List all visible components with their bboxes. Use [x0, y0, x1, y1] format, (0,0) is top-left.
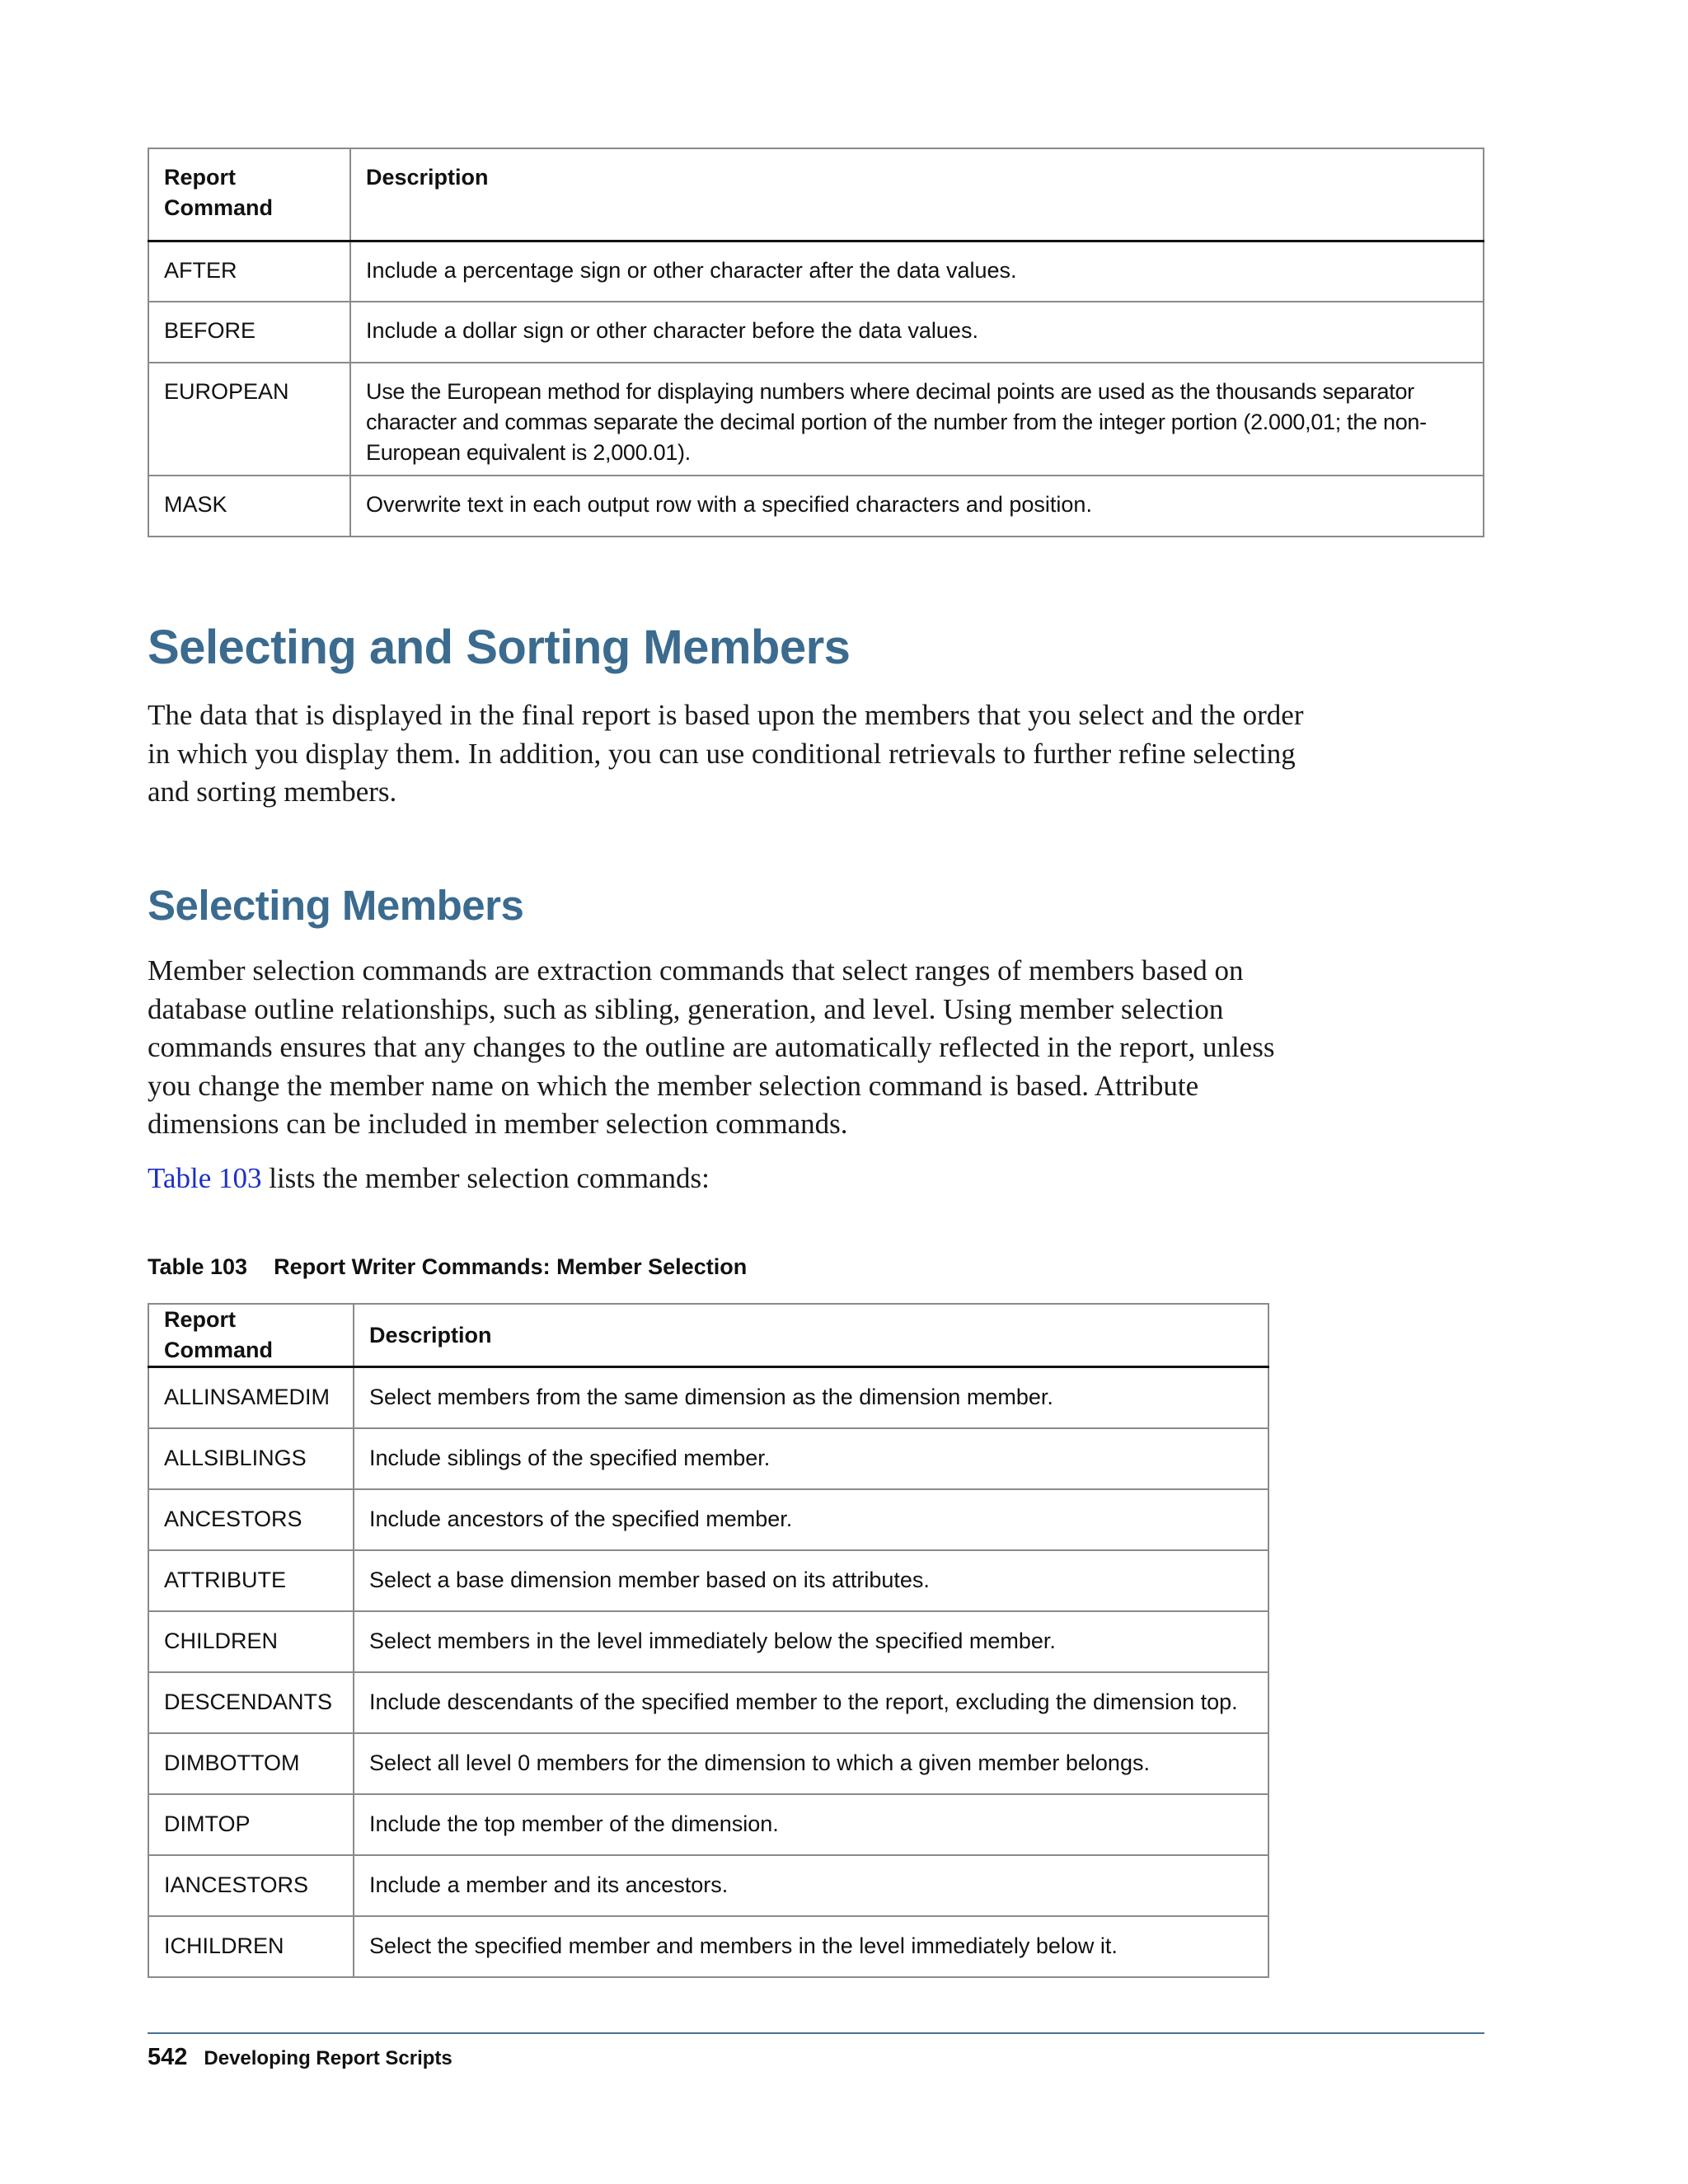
table-caption: [148, 1254, 747, 1280]
command-cell: DIMBOTTOM: [148, 1733, 354, 1794]
command-cell: ANCESTORS: [148, 1489, 354, 1550]
description-cell: Select members in the level immediately below the specified member.: [354, 1611, 1268, 1672]
subsection-heading: Selecting Members: [148, 882, 524, 929]
table-row: [148, 476, 1484, 537]
column-header-description: Description: [354, 1304, 1268, 1367]
subsection-paragraph: Member selection commands are extraction commands that select ranges of members based on database outline relationships, such as sibling, generation, and level. Using member selection commands ensures that any changes to the outline are automatically reflected in the report, unless you change the member name on which the member selection command is based. Attribute dimensions can be included in member selection commands.: [148, 954, 1275, 1140]
table-row: [148, 1489, 1268, 1550]
table-103-link[interactable]: Table 103: [148, 1162, 262, 1194]
table-row: [148, 1733, 1268, 1794]
report-formatting-commands-table: [148, 148, 1484, 537]
table-row: [148, 1367, 1268, 1428]
description-cell: Select all level 0 members for the dimension to which a given member belongs.: [354, 1733, 1268, 1794]
description-cell: Include a percentage sign or other character after the data values.: [350, 241, 1484, 302]
header-text: Report Command: [164, 165, 274, 220]
table-reference-text: lists the member selection commands:: [261, 1162, 710, 1194]
command-cell: AFTER: [148, 241, 350, 302]
description-cell: Include a member and its ancestors.: [354, 1855, 1268, 1916]
command-cell: IANCESTORS: [148, 1855, 354, 1916]
command-cell: DIMTOP: [148, 1794, 354, 1855]
table-row: [148, 302, 1484, 363]
description-cell: Select the specified member and members in the level immediately below it.: [354, 1916, 1268, 1977]
command-cell: ICHILDREN: [148, 1916, 354, 1977]
table-caption-number: Table 103: [148, 1254, 248, 1279]
command-cell: ALLINSAMEDIM: [148, 1367, 354, 1428]
table-row: [148, 1428, 1268, 1489]
member-selection-table: [148, 1303, 1269, 1978]
description-cell: Select a base dimension member based on its attributes.: [354, 1550, 1268, 1611]
column-header-report-command: [148, 148, 350, 241]
table-caption-title: Report Writer Commands: Member Selection: [274, 1254, 748, 1279]
description-cell: Include the top member of the dimension.: [354, 1794, 1268, 1855]
description-cell: Overwrite text in each output row with a specified characters and position.: [350, 476, 1484, 537]
table-row: [148, 1916, 1268, 1977]
command-cell: DESCENDANTS: [148, 1672, 354, 1733]
description-cell: Select members from the same dimension as the dimension member.: [354, 1367, 1268, 1428]
table-row: [148, 1550, 1268, 1611]
footer-divider: [148, 2032, 1484, 2034]
command-cell: MASK: [148, 476, 350, 537]
command-cell: BEFORE: [148, 302, 350, 363]
column-header-description: Description: [350, 148, 1484, 241]
command-cell: CHILDREN: [148, 1611, 354, 1672]
page-number: 542: [148, 2044, 188, 2070]
table-row: [148, 1794, 1268, 1855]
table-row: [148, 1855, 1268, 1916]
command-cell: EUROPEAN: [148, 363, 350, 476]
table-header-row: [148, 1304, 1268, 1367]
command-cell: ATTRIBUTE: [148, 1550, 354, 1611]
table-reference-paragraph: [148, 1160, 1318, 1198]
table-row: [148, 241, 1484, 302]
table-row: [148, 1611, 1268, 1672]
command-cell: ALLSIBLINGS: [148, 1428, 354, 1489]
table-row: [148, 1672, 1268, 1733]
table-header-row: [148, 148, 1484, 241]
table-row: [148, 363, 1484, 476]
description-cell: Include descendants of the specified member to the report, excluding the dimension top.: [354, 1672, 1268, 1733]
column-header-report-command: Report Command: [148, 1304, 354, 1367]
description-cell: Include a dollar sign or other character before the data values.: [350, 302, 1484, 363]
page-footer: [148, 2044, 452, 2071]
description-cell: Include siblings of the specified member.: [354, 1428, 1268, 1489]
section-heading: Selecting and Sorting Members: [148, 621, 851, 674]
section-paragraph: The data that is displayed in the final report is based upon the members that you select and the order in which you display them. In addition, you can use conditional retrievals to further refine selecting and sorting members.: [148, 699, 1304, 808]
description-cell: Use the European method for displaying numbers where decimal points are used as the thousands separator character and commas separate the decimal portion of the number from the integer portion (2.000,01; the non-European equivalent is 2,000.01).: [350, 363, 1484, 476]
description-cell: Include ancestors of the specified member.: [354, 1489, 1268, 1550]
chapter-title: Developing Report Scripts: [204, 2047, 452, 2069]
